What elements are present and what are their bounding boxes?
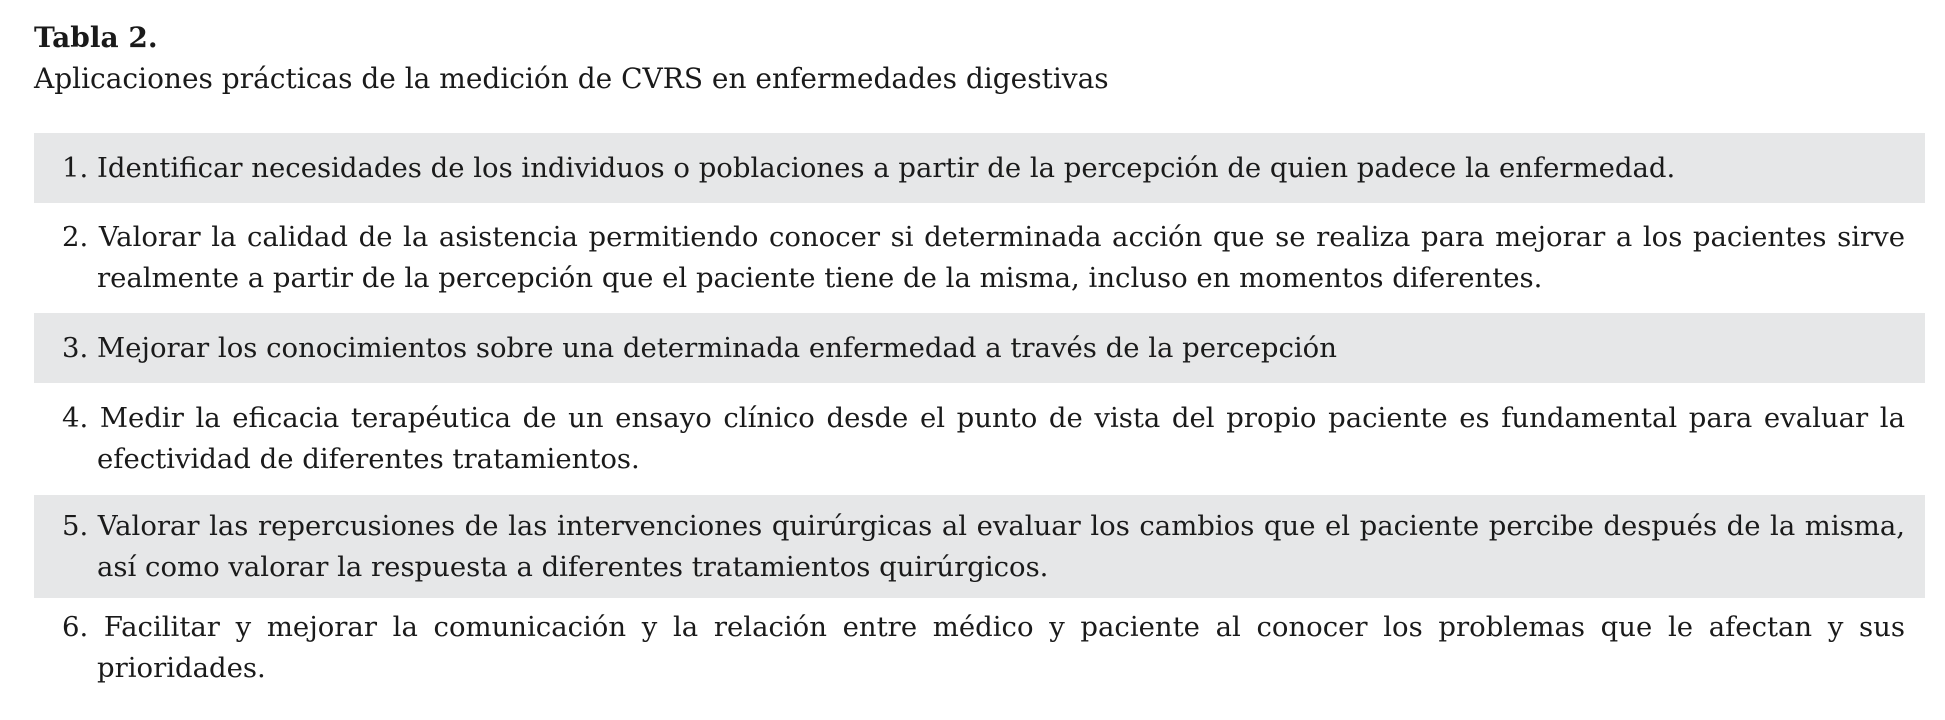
table-row (34, 203, 1925, 313)
row-text: 2. Valorar la calidad de la asistencia permitiendo conocer si determinada acción que se realiza para mejorar a los pacientes sirve realmente a partir de la percepción que el paciente tiene de la misma, incluso en momentos diferentes. (62, 221, 1905, 294)
table-row (34, 383, 1925, 495)
table-row (34, 313, 1925, 383)
row-text: 3. Mejorar los conocimientos sobre una determinada enfermedad a través de la percepción (62, 331, 1337, 364)
row-text: 4. Medir la eficacia terapéutica de un ensayo clínico desde el punto de vista del propio paciente es fundamental para evaluar la efectividad de diferentes tratamientos. (62, 402, 1905, 475)
row-text: 5. Valorar las repercusiones de las intervenciones quirúrgicas al evaluar los cambios que el paciente percibe después de la misma, así como valorar la respuesta a diferentes tratamientos quirúrgicos. (62, 509, 1905, 583)
table-row (34, 598, 1925, 698)
table-caption: Aplicaciones prácticas de la medición de CVRS en enfermedades digestivas (34, 62, 1109, 95)
table-row (34, 495, 1925, 598)
table-title: Tabla 2. (34, 21, 158, 54)
table-body (34, 133, 1925, 698)
table-row (34, 133, 1925, 203)
row-text: 6. Facilitar y mejorar la comunicación y la relación entre médico y paciente al conocer los problemas que le afectan y sus prioridades. (62, 611, 1905, 684)
row-text: 1. Identificar necesidades de los individuos o poblaciones a partir de la percepción de quien padece la enfermedad. (62, 151, 1676, 184)
